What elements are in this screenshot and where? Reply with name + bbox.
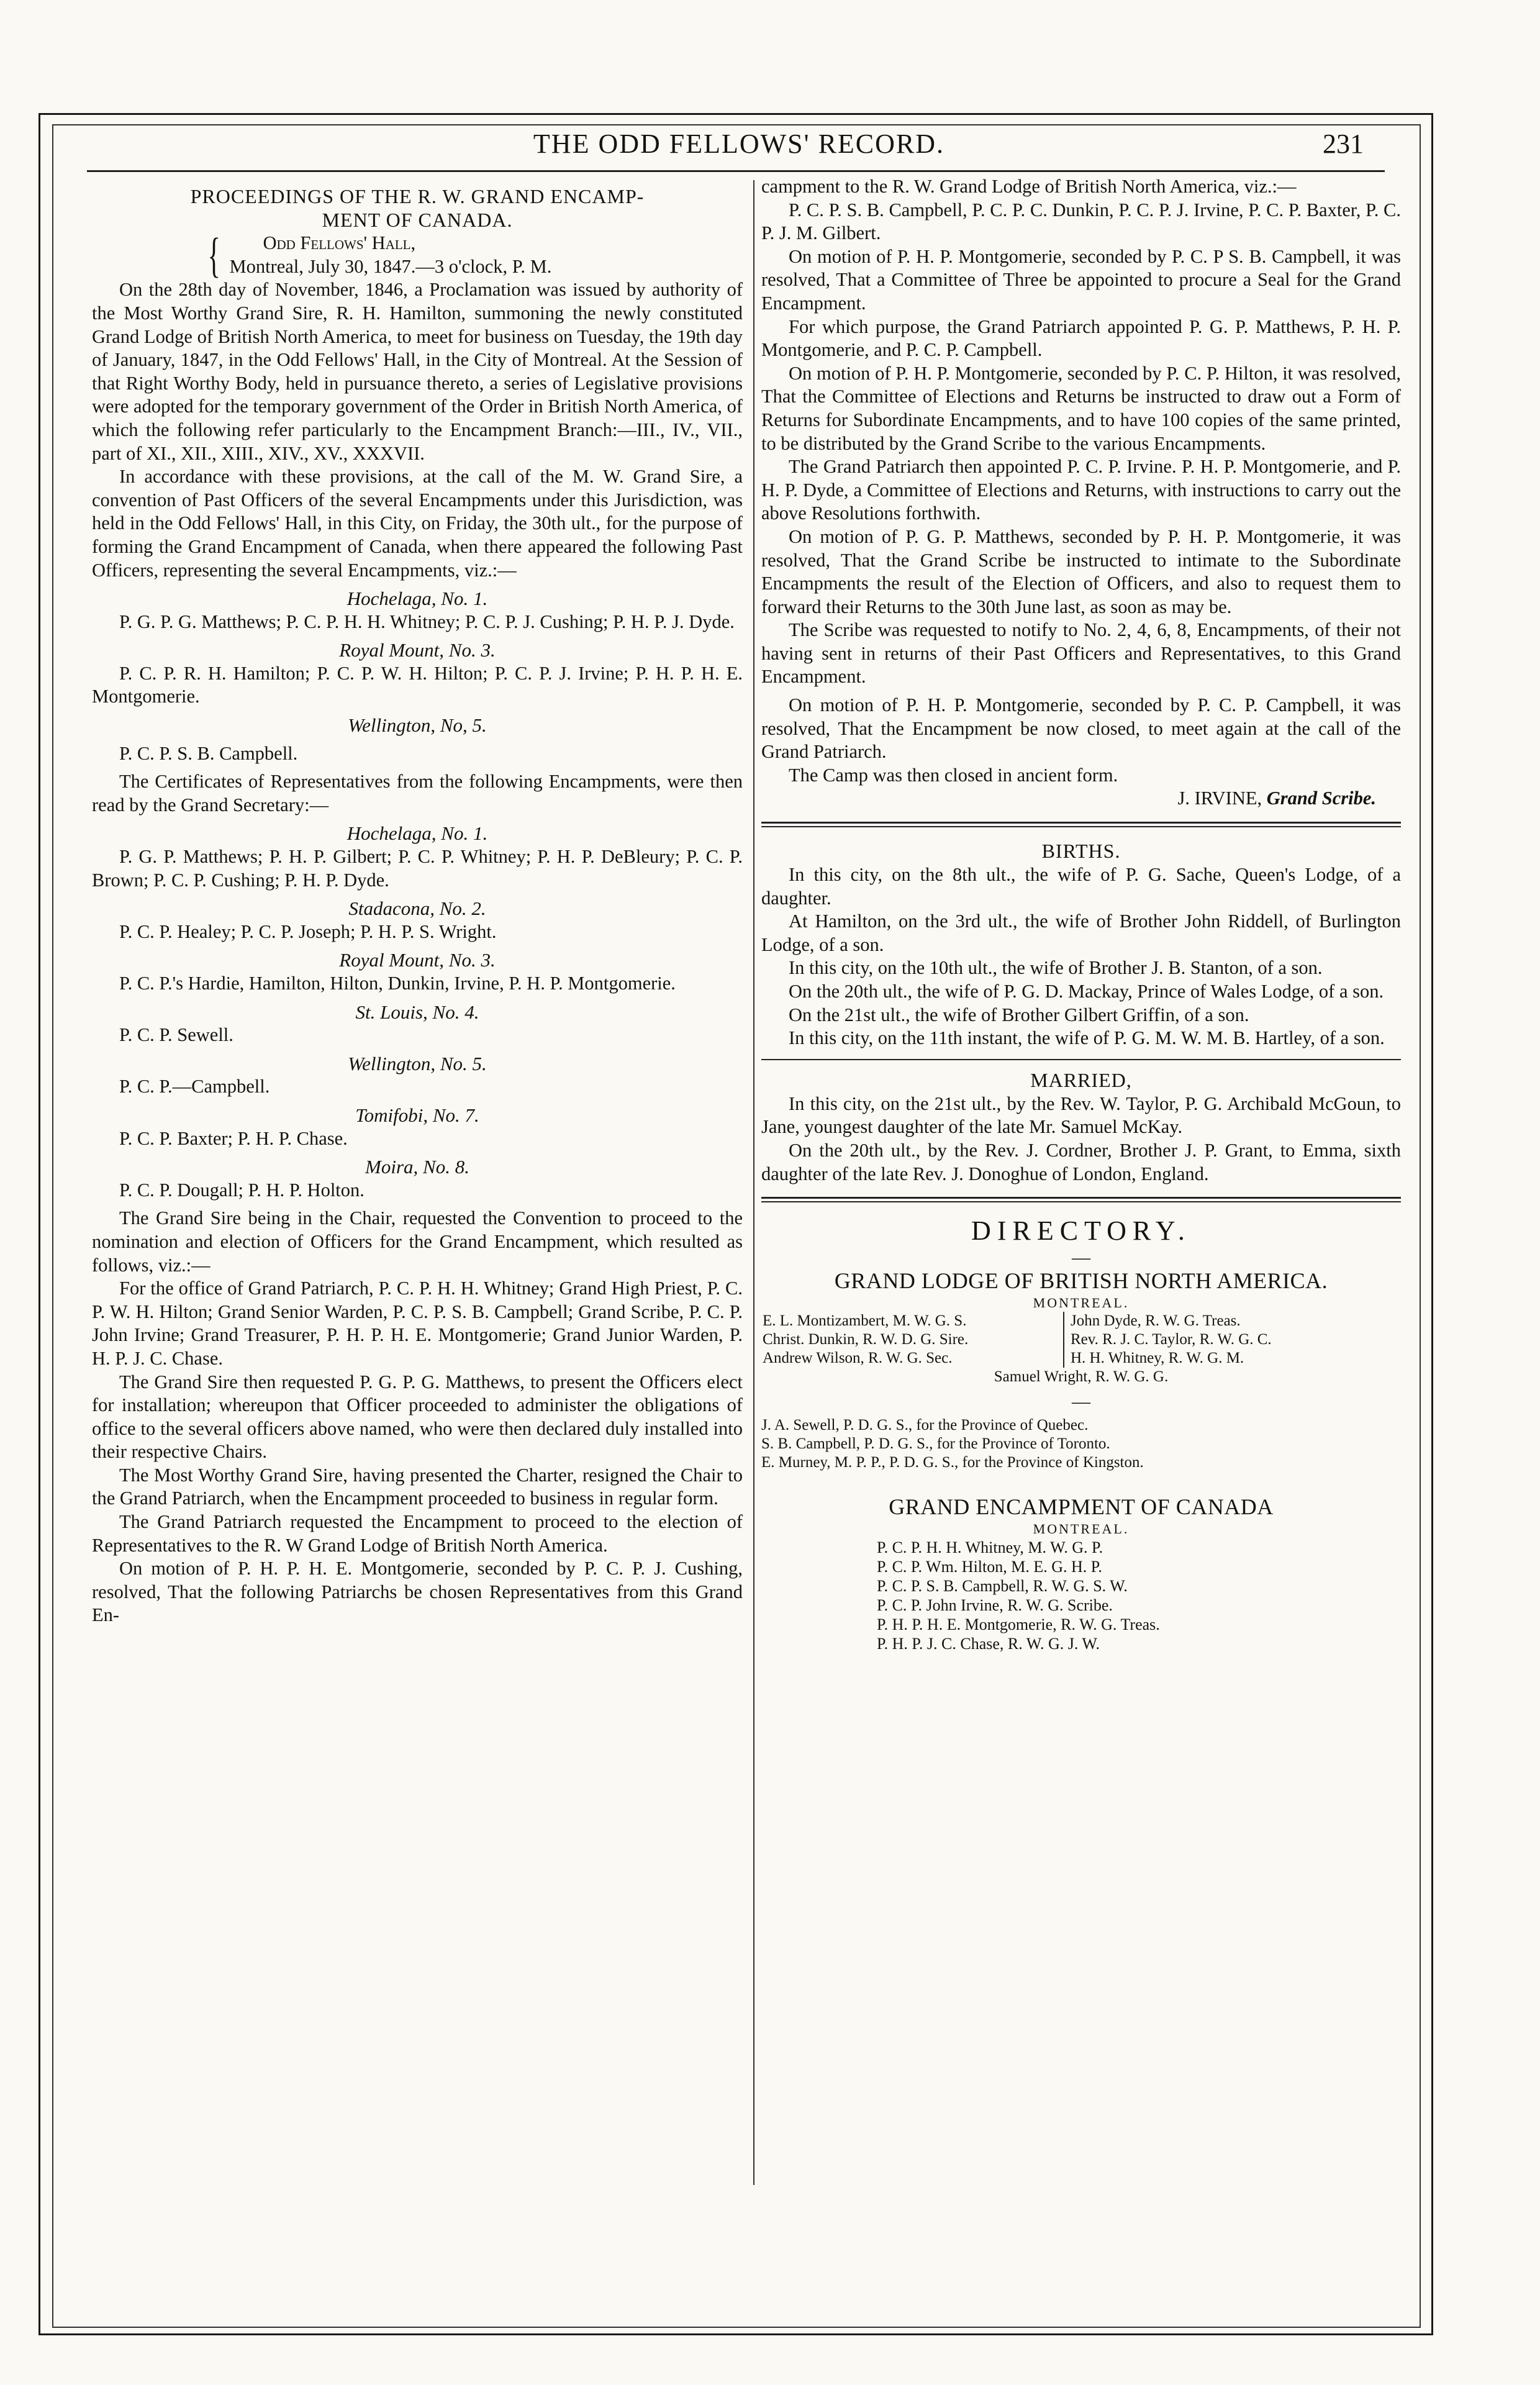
dash-separator: — — [1072, 1391, 1090, 1412]
paragraph: On motion of P. H. P. Montgomerie, seconded by P. C. P. Campbell, it was resolved, That the Encampment be now closed, to meet again at the call of the Grand Patriarch. — [761, 694, 1401, 763]
encampment-officers: P. C. P. S. B. Campbell. — [119, 742, 298, 764]
officer-entry: P. C. P. Wm. Hilton, M. E. G. H. P. — [877, 1558, 1102, 1576]
marriage-notice: On the 20th ult., by the Rev. J. Cordner, Brother J. P. Grant, to Emma, sixth daughter of the late Rev. J. Donoghue of London, England. — [761, 1139, 1401, 1184]
paragraph: On the 28th day of November, 1846, a Proclamation was issued by authority of the Most Worthy Grand Sire, R. H. Hamilton, summoning the newly constituted Grand Lodge of British North America, to meet for business on Tuesday, the 19th day of January, 1847, in the Odd Fellows' Hall, in the City of Montreal. At the Session of that Right Worthy Body, held in pursuance thereto, a series of Legislative provisions were adopted for the temporary government of the Order in British North America, of which the following refer particularly to the Encampment Branch:—III., IV., VII., part of XI., XII., XIII., XIV., XV., XXXVII. — [92, 279, 743, 464]
officer-entry: Andrew Wilson, R. W. G. Sec. — [763, 1350, 953, 1367]
table-column-right — [1063, 1312, 1272, 1368]
births-heading: BIRTHS. — [1041, 840, 1121, 863]
grand-lodge-officers-table — [763, 1312, 1401, 1368]
column-divider — [753, 180, 754, 2185]
marriage-notice: In this city, on the 21st ult., by the Rev. W. Taylor, P. G. Archibald McGoun, to Jane, youngest daughter of the late Mr. Samuel McKay. — [761, 1093, 1401, 1138]
officer-entry: P. C. P. John Irvine, R. W. G. Scribe. — [877, 1596, 1113, 1615]
signature-title: Grand Scribe. — [1266, 788, 1376, 809]
birth-notice: On the 20th ult., the wife of P. G. D. Mackay, Prince of Wales Lodge, of a son. — [789, 981, 1384, 1002]
encampment-officers: P. C. P. Dougall; P. H. P. Holton. — [119, 1179, 365, 1201]
encampment-heading: Royal Mount, No. 3. — [339, 639, 496, 661]
article-heading: PROCEEDINGS OF THE R. W. GRAND ENCAMP- MENT OF CANADA. — [190, 185, 645, 231]
encampment-officers: P. C. P. R. H. Hamilton; P. C. P. W. H. Hilton; P. C. P. J. Irvine; P. H. P. H. E. Montgomerie. — [92, 662, 743, 707]
birth-notice: At Hamilton, on the 3rd ult., the wife of Brother John Riddell, of Burlington Lodge, of a son. — [761, 911, 1401, 955]
section-rule — [761, 822, 1401, 827]
paragraph: On motion of P. H. P. Montgomerie, seconded by P. C. P S. B. Campbell, it was resolved, That a Committee of Three be appointed to procure a Seal for the Grand Encampment. — [761, 245, 1401, 314]
deputy-entry: E. Murney, M. P. P., P. D. G. S., for the Province of Kingston. — [761, 1454, 1144, 1471]
grand-encampment-heading: GRAND ENCAMPMENT OF CANADA — [889, 1494, 1274, 1520]
encampment-heading: St. Louis, No. 4. — [355, 1001, 479, 1023]
encampment-officers: P. C. P. Healey; P. C. P. Joseph; P. H. P. S. Wright. — [119, 920, 497, 942]
birth-notice: In this city, on the 8th ult., the wife of P. G. Sache, Queen's Lodge, of a daughter. — [761, 864, 1401, 909]
paragraph: campment to the R. W. Grand Lodge of British North America, viz.:— — [761, 176, 1297, 197]
officer-entry: Rev. R. J. C. Taylor, R. W. G. C. — [1071, 1331, 1272, 1348]
paragraph: The Grand Sire then requested P. G. P. G. Matthews, to present the Officers elect for installation; whereupon that Officer proceeded to administer the obligations of office to the several officers above named, who were then declared duly installed into their respective Chairs. — [92, 1371, 743, 1463]
paragraph: In accordance with these provisions, at the call of the M. W. Grand Sire, a convention of Past Officers of the several Encampments under this Jurisdiction, was held in the Odd Fellows' Hall, in this City, on Friday, the 30th ult., for the purpose of forming the Grand Encampment of Canada, when there appeared the following Past Officers, representing the several Encampments, viz.:— — [92, 466, 743, 581]
encampment-officers: P. C. P. Sewell. — [119, 1024, 233, 1046]
encampment-heading: Hochelaga, No. 1. — [346, 822, 488, 845]
encampment-heading: Royal Mount, No. 3. — [339, 949, 496, 971]
page-number: 231 — [1323, 129, 1364, 159]
paragraph: For the office of Grand Patriarch, P. C. P. H. H. Whitney; Grand High Priest, P. C. P. W. H. Hilton; Grand Senior Warden, P. C. P. S. B. Campbell; Grand Scribe, P. C. P. John Irvine; Grand Treasurer, P. H. P. H. E. Montgomerie; Grand Junior Warden, P. H. P. J. C. Chase. — [92, 1278, 743, 1369]
deputy-entry: J. A. Sewell, P. D. G. S., for the Province of Quebec. — [761, 1417, 1089, 1434]
signature — [761, 787, 1401, 811]
officer-entry: John Dyde, R. W. G. Treas. — [1071, 1312, 1241, 1330]
paragraph: The Grand Patriarch requested the Encampment to proceed to the election of Representatives to the R. W Grand Lodge of British North America. — [92, 1511, 743, 1556]
married-heading: MARRIED, — [1030, 1068, 1132, 1091]
officer-entry: Samuel Wright, R. W. G. G. — [994, 1368, 1169, 1386]
paragraph: On motion of P. H. P. H. E. Montgomerie, seconded by P. C. P. J. Cushing, resolved, That the following Patriarchs be chosen Representatives from this Grand En- — [92, 1558, 743, 1626]
paragraph: The Grand Patriarch then appointed P. C. P. Irvine. P. H. P. Montgomerie, and P. H. P. Dyde, a Committee of Elections and Returns, with instructions to carry out the above Resolutions forthwith. — [761, 456, 1401, 524]
encampment-heading: Hochelaga, No. 1. — [346, 588, 488, 610]
section-rule — [761, 1059, 1401, 1060]
officer-entry: E. L. Montizambert, M. W. G. S. — [763, 1312, 967, 1330]
encampment-heading: Moira, No. 8. — [365, 1156, 469, 1178]
deputy-entry: S. B. Campbell, P. D. G. S., for the Province of Toronto. — [761, 1435, 1110, 1453]
birth-notice: On the 21st ult., the wife of Brother Gilbert Griffin, of a son. — [789, 1004, 1249, 1025]
officer-entry: P. C. P. S. B. Campbell, R. W. G. S. W. — [877, 1577, 1128, 1596]
paragraph: On motion of P. H. P. Montgomerie, seconded by P. C. P. Hilton, it was resolved, That the Committee of Elections and Returns be instructed to draw out a Form of Returns for Subordinate Encampments, and to have 100 copies of the same printed, to be distributed by the Grand Scribe to the various Encampments. — [761, 362, 1401, 454]
right-column — [761, 175, 1401, 1653]
birth-notice: In this city, on the 11th instant, the wife of P. G. M. W. M. B. Hartley, of a son. — [789, 1027, 1385, 1049]
encampment-officers: P. G. P. Matthews; P. H. P. Gilbert; P. C. P. Whitney; P. H. P. DeBleury; P. C. P. Brown; P. C. P. Cushing; P. H. P. Dyde. — [92, 846, 743, 891]
dash-separator: — — [1072, 1247, 1090, 1268]
left-column — [92, 175, 743, 1627]
header-rule — [87, 170, 1385, 172]
paragraph: The Certificates of Representatives from the following Encampments, were then read by the Grand Secretary:— — [92, 771, 743, 815]
paragraph: The Most Worthy Grand Sire, having presented the Charter, resigned the Chair to the Grand Patriarch, when the Encampment proceeded to business in regular form. — [92, 1464, 743, 1509]
brace-glyph: { — [207, 227, 221, 282]
encampment-officers: P. C. P. Baxter; P. H. P. Chase. — [119, 1127, 348, 1149]
encampment-heading: Wellington, No. 5. — [348, 1052, 487, 1074]
encampment-heading: Tomifobi, No. 7. — [355, 1104, 479, 1126]
page-header — [75, 124, 1403, 164]
table-column-left — [763, 1312, 1063, 1368]
section-rule — [761, 1197, 1401, 1202]
officer-entry: P. H. P. J. C. Chase, R. W. G. J. W. — [877, 1635, 1100, 1653]
paragraph: P. C. P. S. B. Campbell, P. C. P. C. Dunkin, P. C. P. J. Irvine, P. C. P. Baxter, P. C. P. J. M. Gilbert. — [761, 199, 1401, 244]
paragraph: The Scribe was requested to notify to No. 2, 4, 6, 8, Encampments, of their not having sent in returns of their Past Officers and Representatives, to this Grand Encampment. — [761, 619, 1401, 688]
grand-lodge-city: MONTREAL. — [1033, 1295, 1130, 1311]
officer-entry: P. C. P. H. H. Whitney, M. W. G. P. — [877, 1538, 1103, 1557]
officer-entry: P. H. P. H. E. Montgomerie, R. W. G. Treas. — [877, 1615, 1160, 1634]
grand-lodge-heading: GRAND LODGE OF BRITISH NORTH AMERICA. — [834, 1268, 1328, 1294]
paragraph: On motion of P. G. P. Matthews, seconded by P. H. P. Montgomerie, it was resolved, That the Grand Scribe be instructed to intimate to the Subordinate Encampments the result of the Election of Officers, and also to request them to forward their Returns to the 30th June last, as soon as may be. — [761, 525, 1401, 617]
running-title: THE ODD FELLOWS' RECORD. — [533, 129, 945, 159]
encampment-heading: Wellington, No, 5. — [348, 714, 487, 737]
paragraph: The Camp was then closed in ancient form. — [789, 764, 1118, 786]
paragraph: For which purpose, the Grand Patriarch appointed P. G. P. Matthews, P. H. P. Montgomerie, and P. C. P. Campbell. — [761, 316, 1401, 361]
signature-name: J. IRVINE, — [1177, 788, 1262, 809]
officer-entry: Christ. Dunkin, R. W. D. G. Sire. — [763, 1331, 969, 1348]
dateline: Montreal, July 30, 1847.—3 o'clock, P. M. — [229, 255, 552, 277]
encampment-officers: P. C. P.—Campbell. — [119, 1076, 270, 1097]
encampment-heading: Stadacona, No. 2. — [348, 897, 486, 920]
hall-name: Odd Fellows' Hall, — [263, 232, 416, 254]
encampment-officers: P. C. P.'s Hardie, Hamilton, Hilton, Dunkin, Irvine, P. H. P. Montgomerie. — [119, 973, 676, 994]
officer-entry: H. H. Whitney, R. W. G. M. — [1071, 1350, 1244, 1367]
dateline-block — [202, 227, 743, 282]
birth-notice: In this city, on the 10th ult., the wife of Brother J. B. Stanton, of a son. — [789, 957, 1323, 979]
paragraph: The Grand Sire being in the Chair, requested the Convention to proceed to the nomination and election of Officers for the Grand Encampment, which resulted as follows, viz.:— — [92, 1207, 743, 1276]
encampment-officers: P. G. P. G. Matthews; P. C. P. H. H. Whitney; P. C. P. J. Cushing; P. H. P. J. Dyde. — [119, 611, 735, 632]
grand-encampment-city: MONTREAL. — [1033, 1521, 1130, 1537]
directory-heading: DIRECTORY. — [971, 1215, 1191, 1247]
